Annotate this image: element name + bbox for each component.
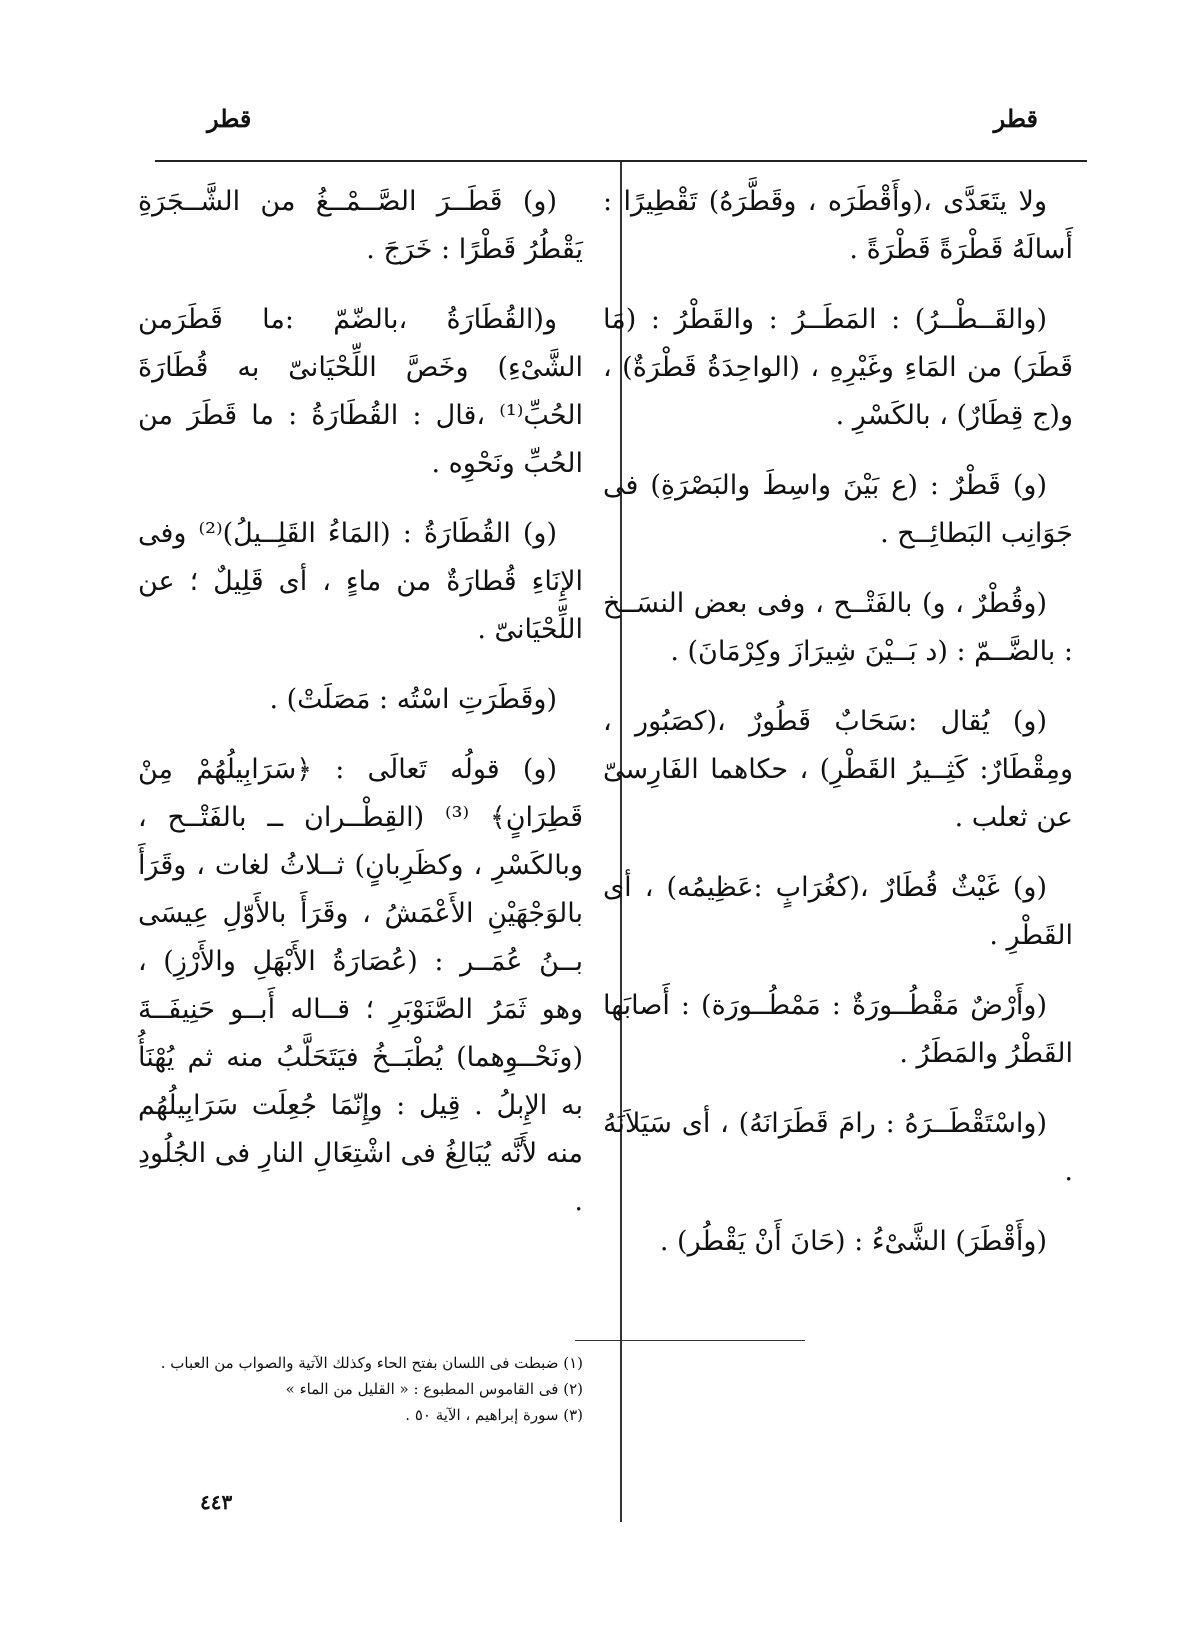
paragraph: (و) يُقال :سَحَابٌ قَطُورٌ ،(كصَبُور ، ومِقْطَارٌ: كَثِــيرُ القَطْرِ) ، حكاهما الفَارِسىّ عن ثعلب .	[603, 706, 1073, 833]
footnote: (٣) سورة إبراهيم ، الآية ٥٠ .	[405, 1406, 583, 1424]
footnote-rule	[575, 1340, 805, 1341]
header-word-left: قطر	[207, 104, 252, 133]
left-column	[138, 178, 583, 1248]
footnote: (١) ضبطت فى اللسان بفتح الحاء وكذلك الآتية والصواب من العباب .	[160, 1354, 583, 1372]
paragraph: (والقَــطْــرُ) : المَطَــرُ : والقَطْرُ : (مَا قَطَرَ) من المَاءِ وغَيْرِهِ ، (الواحِدَةُ قَطْرَةٌ) ، و(ج قِطَارٌ) ، بالكَسْرِ .	[603, 304, 1073, 431]
paragraph: (واسْتَقْطَــرَهُ : رامَ قَطَرَانَهُ) ، أى سَيَلاَنَهُ .	[603, 1108, 1073, 1187]
paragraph: (و) قَطْرٌ : (ع بَيْنَ واسِطَ والبَصْرَةِ) فى جَوَانِب البَطائِــح .	[603, 470, 1073, 549]
paragraph: (وقُطْرٌ ، و) بالفَتْــح ، وفى بعض النسَــخ : بالضَّــمّ : (د بَــيْنَ شِيرَازَ وكِرْمَانَ) .	[603, 588, 1073, 667]
paragraph: (وأَرْضٌ مَقْطُــورَةٌ : مَمْطُــورَة) : أَصابَها القَطْرُ والمَطَرُ .	[603, 990, 1073, 1069]
paragraph: (و) قولُه تَعالَى : ﴿سَرَابِيلُهُمْ مِنْ قَطِرَانٍ﴾ ⁽³⁾ (القِطْــران ــ بالفَتْــح ، وبالكَسْرِ ، وكظَرِبانٍ) ثــلاثُ لغات ، وقَرَأَ بالوَجْهَيْنِ الأَعْمَشُ ، وقَرَأَ بالأَوّلِ عِيسَى بــنُ عُمَــر : (عُصَارَةُ الأَبْهَلِ والأَرْزِ) ، وهو ثَمَرُ الصَّنَوْبَرِ ؛ قــاله أَبــو حَنِيفَــةَ (ونَحْــوِهما) يُطْبَــخُ فيَتَحَلَّبُ منه ثم يُهْنَأُ به الإِبلُ . قِيل : وإِنّمَا جُعِلَت سَرَابِيلُهُم منه لأَنَّه يُبَالِغُ فى اشْتِعَالِ النارِ فى الجُلُودِ .	[138, 754, 583, 1217]
right-column	[603, 178, 1073, 1288]
footnote: (٢) فى القاموس المطبوع : « القليل من الماء »	[285, 1380, 583, 1398]
paragraph: (و) غَيْثٌ قُطَارٌ ،(كغُرَابٍ :عَظِيمُه) ، أى القَطْرِ .	[603, 872, 1073, 951]
paragraph: (وقَطَرَتِ اسْتُه : مَصَلَتْ) .	[269, 684, 557, 715]
paragraph: (و) قَطَــرَ الصَّــمْــغُ من الشَّــجَرَةِ يَقْطُرُ قَطْرًا : خَرَجَ .	[138, 186, 583, 265]
header-word-right: قطر	[993, 104, 1038, 133]
footnotes	[133, 1350, 583, 1428]
paragraph: (وأَقْطَرَ) الشَّىْءُ : (حَانَ أَنْ يَقْطُر) .	[659, 1226, 1047, 1257]
page-number: ٤٤٣	[200, 1490, 233, 1514]
paragraph: ولا يتَعَدَّى ،(وأَقْطَرَه ، وقَطَّرَهُ) تَقْطِيرًا : أَسالَهُ قَطْرَةً قَطْرَةً .	[603, 186, 1073, 265]
paragraph: (و) القُطَارَةُ : (المَاءُ القَلِــيلُ)⁽²⁾ وفى الإِنَاءِ قُطارَةٌ من ماءٍ ، أى قَلِيلٌ ؛ عن اللِّحْيَانىّ .	[138, 518, 583, 645]
paragraph: و(القُطَارَةُ ،بالضّمّ :ما قَطَرَمن الشَّىْءِ) وخَصَّ اللِّحْيَانىّ به قُطَارَةَ الحُبِّ⁽¹⁾ ،قال : القُطَارَةُ : ما قَطَرَ من الحُبِّ ونَحْوِه .	[138, 304, 583, 479]
